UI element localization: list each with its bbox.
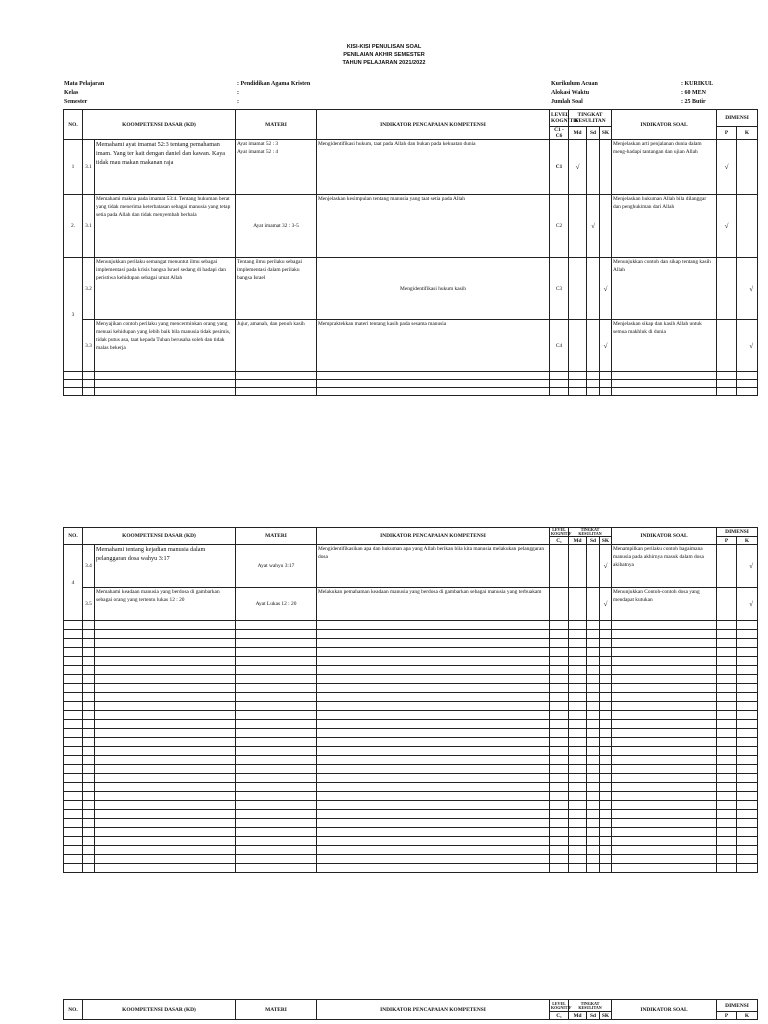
row-md: √ — [569, 140, 587, 195]
row-kd-no: 3.1 — [83, 140, 95, 195]
empty-row — [64, 819, 758, 828]
col-dimensi: DIMENSI — [717, 528, 758, 537]
row-sd: √ — [587, 195, 600, 258]
row-indikator: Mengidentifikasi hukum, taat pada Allah dan bukan pada kekuatan dunia — [317, 140, 550, 195]
document-title — [0, 43, 768, 67]
col-materi: MATERI — [236, 1000, 317, 1020]
col-materi: MATERI — [236, 110, 317, 140]
row-kd-no: 3.2 — [83, 258, 95, 320]
empty-row — [64, 828, 758, 837]
table-row — [64, 258, 758, 320]
row-level: C3 — [550, 258, 569, 320]
empty-row — [64, 675, 758, 684]
col-indikator-soal: INDIKATOR SOAL — [612, 110, 717, 140]
row-level: C4 — [550, 320, 569, 372]
row-level: C1 — [550, 140, 569, 195]
empty-row — [64, 801, 758, 810]
row-level: C2 — [550, 195, 569, 258]
row-k: √ — [737, 545, 758, 588]
col-indikator: INDIKATOR PENCAPAIAN KOMPETENSI — [317, 1000, 550, 1020]
row-indikator: Mengidentifikasi hukum kasih — [317, 258, 550, 320]
row-k: √ — [737, 258, 758, 320]
row-md — [569, 195, 587, 258]
meta-right-labels — [551, 80, 598, 107]
empty-row — [64, 774, 758, 783]
col-no: NO. — [64, 528, 83, 545]
row-kd: Memahami keadaan manusia yang berdosa di gambarkan sebagai orang yang tertentu lukas 12 : 20 — [95, 588, 236, 621]
col-level-sub: C1 - C6 — [550, 127, 569, 140]
empty-row — [64, 693, 758, 702]
col-kd: KOOMPETENSI DASAR (KD) — [83, 110, 236, 140]
empty-row — [64, 657, 758, 666]
empty-row — [64, 639, 758, 648]
title-line-2: PENILAIAN AKHIR SEMESTER — [343, 52, 425, 58]
row-sk — [600, 195, 612, 258]
col-p: P — [717, 1012, 737, 1020]
col-tingkat: TINGKAT KESULITAN — [569, 528, 612, 537]
table-row — [64, 545, 758, 588]
row-no: 2. — [64, 195, 83, 258]
col-sk: SK — [600, 537, 612, 545]
header-row — [64, 1000, 758, 1012]
empty-row — [64, 648, 758, 657]
row-sd — [587, 258, 600, 320]
row-materi: Ayat wahyu 3:17 — [236, 545, 317, 588]
empty-row — [64, 720, 758, 729]
row-indikator-soal: Menunjukkan contoh dan sikap tentang kasih Allah — [612, 258, 717, 320]
empty-row — [64, 855, 758, 864]
empty-row — [64, 372, 758, 380]
value-kurikulum: : KURIKUL — [681, 81, 714, 87]
table-row — [64, 320, 758, 372]
empty-row — [64, 783, 758, 792]
empty-row — [64, 747, 758, 756]
row-indikator-soal: Menjelaskan hukuman Allah bila dilanggar dan penghukiman dari Allah — [612, 195, 717, 258]
meta-right-values — [681, 80, 713, 107]
col-kd: KOOMPETENSI DASAR (KD) — [83, 528, 236, 545]
header-row — [64, 110, 758, 127]
empty-row — [64, 702, 758, 711]
row-materi: Tentang ilmu perilaku sebagai implementasi dalam perilaku bangsa Israel — [236, 258, 317, 320]
empty-rows — [64, 621, 758, 873]
empty-row — [64, 388, 758, 396]
table-row — [64, 140, 758, 195]
table-row — [64, 195, 758, 258]
row-sd — [587, 140, 600, 195]
col-tingkat: TINGKAT KESULITAN — [569, 110, 612, 127]
row-sd — [587, 320, 600, 372]
value-jumlah-soal: : 25 Butir — [681, 99, 706, 105]
row-materi: Jujur, amanah, dan penuh kasih — [236, 320, 317, 372]
row-indikator-soal: Menjelaskan sikap dan kasih Allah untuk semua makhluk di dunia — [612, 320, 717, 372]
col-level: LEVEL KOGNITIF — [550, 110, 569, 127]
empty-row — [64, 380, 758, 388]
row-kd: Memahami tentang kejadian manusia dalam pelanggaran dosa wahyu 3:17 — [95, 545, 236, 588]
col-level-sub: C₁ — [550, 1012, 569, 1020]
empty-rows — [64, 372, 758, 396]
row-p: √ — [717, 140, 737, 195]
col-indikator-soal: INDIKATOR SOAL — [612, 1000, 717, 1020]
empty-row — [64, 864, 758, 873]
col-k: K — [737, 537, 758, 545]
col-k: K — [737, 127, 758, 140]
row-p: √ — [717, 195, 737, 258]
row-indikator-soal: Menampilkan perilaku contoh bagaimana manusia pada akhirnya masuk dalam dosa akibatnya — [612, 545, 717, 588]
value-mata-pelajaran: : Pendidikan Agama Kristen — [237, 81, 311, 87]
col-no: NO. — [64, 1000, 83, 1020]
empty-row — [64, 792, 758, 801]
row-p — [717, 258, 737, 320]
col-md: Md — [569, 1012, 587, 1020]
empty-row — [64, 630, 758, 639]
col-md: Md — [569, 127, 587, 140]
row-no: 3 — [64, 258, 83, 372]
kisi-table-3 — [63, 999, 758, 1020]
row-materi: Ayat imamat 52 : 3 Ayat imamat 52 : 4 — [236, 140, 317, 195]
row-md — [569, 320, 587, 372]
row-kd: Memahami ayat imamat 52:3 tentang pemahaman imam. Yang ter kait dengan daniel dan kawan. Kaya tidak mau makan makanan raja — [95, 140, 236, 195]
row-kd-no: 3.1 — [83, 195, 95, 258]
row-indikator: Mempraktekkan materi tentang kasih pada sesama manusia — [317, 320, 550, 372]
row-kd: Menunjukkan perilaku semangat menuntut ilmu sebagai implementasi pada krisis bangsa Israel sedang di hadapi dan peristiwa kehidupan sebagai umat Allah — [95, 258, 236, 320]
row-indikator-soal: Menjelaskan arti penjalanan dunia dalam meng-hadapi tantangan dan ujian Allah — [612, 140, 717, 195]
col-indikator: INDIKATOR PENCAPAIAN KOMPETENSI — [317, 110, 550, 140]
row-indikator: Melakukan pemahaman keadaan manusia yang berdosa di gambarkan sebagai manusia yang terbuakam — [317, 588, 550, 621]
value-alokasi: : 60 MEN — [681, 90, 706, 96]
row-indikator: Menjelaskan kesimpulan tentang manusia yang taat setia pada Allah — [317, 195, 550, 258]
col-indikator: INDIKATOR PENCAPAIAN KOMPETENSI — [317, 528, 550, 545]
row-indikator-soal: Menunjukkan Contoh-contoh dosa yang mendapat kutukan — [612, 588, 717, 621]
row-sk: √ — [600, 588, 612, 621]
header-row — [64, 528, 758, 537]
col-tingkat: TINGKAT KESULITAN — [569, 1000, 612, 1012]
col-materi: MATERI — [236, 528, 317, 545]
row-sk: √ — [600, 320, 612, 372]
label-semester: Semester — [64, 99, 88, 105]
col-k: K — [737, 1012, 758, 1020]
col-p: P — [717, 127, 737, 140]
col-md: Md — [569, 537, 587, 545]
label-mata-pelajaran: Mata Pelajaran — [64, 81, 105, 87]
row-k — [737, 195, 758, 258]
empty-row — [64, 765, 758, 774]
row-no: 1 — [64, 140, 83, 195]
col-level: LEVEL KOGNITIF — [551, 1000, 572, 1010]
label-kelas: Kelas — [64, 90, 79, 96]
col-dimensi: DIMENSI — [717, 110, 758, 127]
col-no: NO. — [64, 110, 83, 140]
col-sd: Sd — [587, 1012, 600, 1020]
row-materi: Ayat imamat 32 : 3-5 — [236, 195, 317, 258]
col-sk: SK — [600, 1012, 612, 1020]
label-alokasi: Alokasi Waktu — [551, 90, 590, 96]
col-level-sub: C₁ — [550, 537, 569, 545]
empty-row — [64, 846, 758, 855]
row-sk: √ — [600, 545, 612, 588]
col-indikator-soal: INDIKATOR SOAL — [612, 528, 717, 545]
table-row — [64, 588, 758, 621]
row-kd-no: 3.5 — [83, 588, 95, 621]
kisi-table-2 — [63, 527, 758, 873]
empty-row — [64, 621, 758, 630]
col-sd: Sd — [587, 537, 600, 545]
row-k: √ — [737, 588, 758, 621]
empty-row — [64, 756, 758, 765]
empty-row — [64, 810, 758, 819]
col-dimensi: DIMENSI — [717, 1000, 758, 1012]
title-line-1: KISI-KISI PENULISAN SOAL — [346, 44, 422, 50]
meta-mid-values — [237, 80, 310, 107]
row-kd: Menyajikan contoh perilaku yang mencerminkan orang yang menuai kehidupan yang lebih baik bila manusia tidak pesimis, tidak putus asa, taat kepada Tuhan berusaha soleh dan tidak malas bekerja — [95, 320, 236, 372]
col-p: P — [717, 537, 737, 545]
row-p — [717, 320, 737, 372]
row-kd: Memahami makna pada imamat 53:4. Tentang hukuman berat yang tidak menerima keterbatasan sebagai manusia yang tetap setia pada Allah dan tidak menyembah berhala — [95, 195, 236, 258]
row-materi: Ayat Lukas 12 : 20 — [236, 588, 317, 621]
col-sd: Sd — [587, 127, 600, 140]
row-k: √ — [737, 320, 758, 372]
empty-row — [64, 738, 758, 747]
empty-row — [64, 711, 758, 720]
row-md — [569, 258, 587, 320]
label-jumlah-soal: Jumlah Soal — [551, 99, 583, 105]
col-sk: SK — [600, 127, 612, 140]
kisi-table-1 — [63, 109, 758, 396]
title-line-3: TAHUN PELAJARAN 2021/2022 — [342, 60, 426, 66]
empty-row — [64, 729, 758, 738]
row-kd-no: 3.4 — [83, 545, 95, 588]
empty-row — [64, 684, 758, 693]
col-kd: KOOMPETENSI DASAR (KD) — [83, 1000, 236, 1020]
value-kelas: : — [237, 90, 239, 96]
value-semester: : — [237, 99, 239, 105]
row-no: 4 — [64, 545, 83, 621]
row-kd-no: 3.3 — [83, 320, 95, 372]
empty-row — [64, 837, 758, 846]
meta-left-labels — [64, 80, 104, 107]
row-indikator: Mengidentifikasikan apa dan hukuman apa yang Allah berikan bila kita manusia melakukan pelanggaran dosa — [317, 545, 550, 588]
row-k — [737, 140, 758, 195]
row-sk: √ — [600, 258, 612, 320]
label-kurikulum: Kurikulum Acuan — [551, 81, 598, 87]
empty-row — [64, 666, 758, 675]
row-sk — [600, 140, 612, 195]
col-level: LEVEL KOGNITIF — [551, 527, 572, 536]
